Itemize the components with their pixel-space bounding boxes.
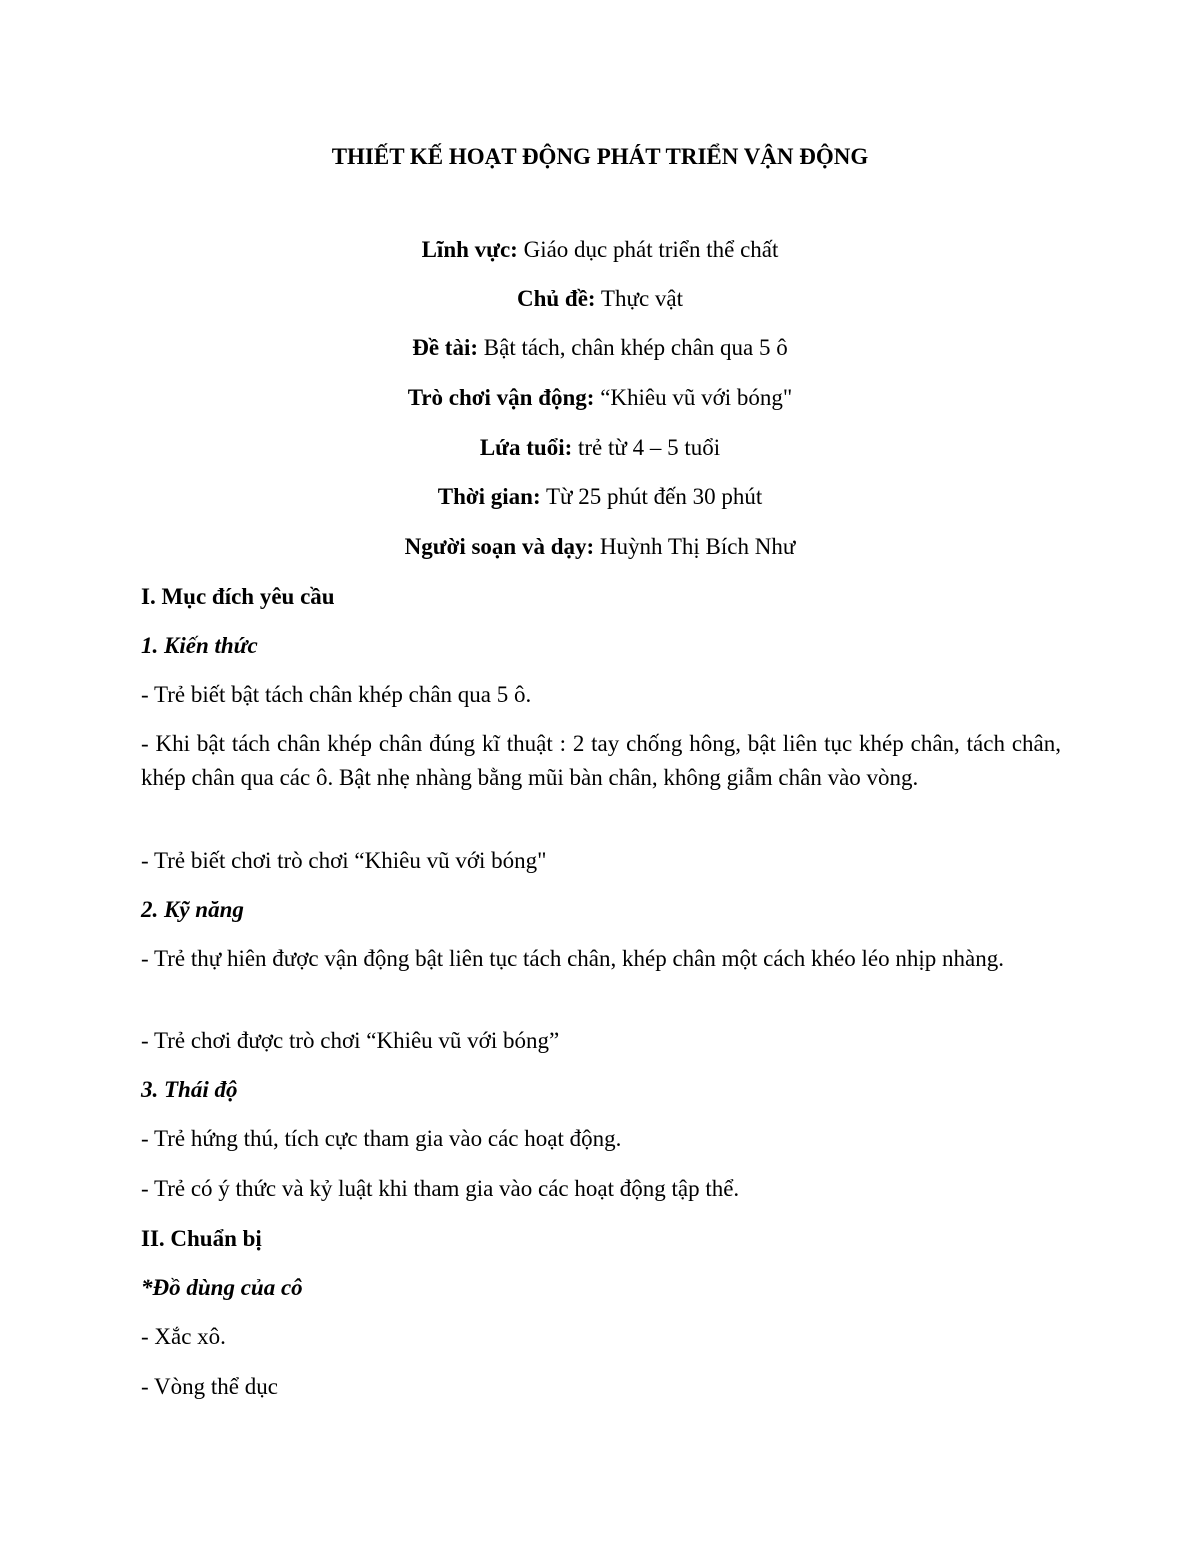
info-value: Giáo dục phát triển thể chất <box>517 237 779 262</box>
info-label: Lứa tuổi: <box>479 435 573 460</box>
info-label: Trò chơi vận động: <box>407 385 595 410</box>
list-item: - Khi bật tách chân khép chân đúng kĩ thuật : 2 tay chống hông, bật liên tục khép chân, tách chân, khép chân qua các ô. Bật nhẹ nhàng bằng mũi bàn chân, không giẫm chân vào vòng. <box>141 731 1061 790</box>
info-label: Lĩnh vực: <box>421 237 518 262</box>
info-field-age <box>0 431 1200 465</box>
section-heading-objectives: I. Mục đích yêu cầu <box>141 584 335 609</box>
list-item: - Trẻ chơi được trò chơi “Khiêu vũ với bóng” <box>141 1028 560 1053</box>
section-heading-preparation: II. Chuẩn bị <box>141 1226 262 1251</box>
list-item: - Trẻ có ý thức và kỷ luật khi tham gia vào các hoạt động tập thể. <box>141 1176 740 1201</box>
info-field-author <box>0 530 1200 564</box>
info-value: Thực vật <box>595 286 684 311</box>
list-item: - Trẻ thự hiên được vận động bật liên tục tách chân, khép chân một cách khéo léo nhịp nhàng. <box>141 946 1004 971</box>
subsection-heading-knowledge: 1. Kiến thức <box>141 633 258 658</box>
list-item: - Trẻ biết chơi trò chơi “Khiêu vũ với bóng" <box>141 848 547 873</box>
info-label: Người soạn và dạy: <box>404 534 595 559</box>
list-item: - Vòng thể dục <box>141 1374 278 1399</box>
list-item: - Trẻ biết bật tách chân khép chân qua 5 ô. <box>141 682 532 707</box>
info-value: Huỳnh Thị Bích Như <box>594 534 796 559</box>
info-value: “Khiêu vũ với bóng" <box>594 385 793 410</box>
list-item: - Trẻ hứng thú, tích cực tham gia vào các hoạt động. <box>141 1126 622 1151</box>
info-label: Thời gian: <box>437 484 541 509</box>
info-value: trẻ từ 4 – 5 tuổi <box>572 435 721 460</box>
document-title: THIẾT KẾ HOẠT ĐỘNG PHÁT TRIỂN VẬN ĐỘNG <box>331 144 869 169</box>
info-field-subject <box>0 233 1200 267</box>
info-field-topic <box>0 331 1200 365</box>
info-field-duration <box>0 480 1200 514</box>
subsection-heading-teacher-materials: *Đồ dùng của cô <box>141 1275 303 1300</box>
info-value: Bật tách, chân khép chân qua 5 ô <box>478 335 788 360</box>
info-value: Từ 25 phút đến 30 phút <box>540 484 763 509</box>
info-field-game <box>0 381 1200 415</box>
list-item: - Xắc xô. <box>141 1324 226 1349</box>
subsection-heading-skills: 2. Kỹ năng <box>141 897 244 922</box>
subsection-heading-attitude: 3. Thái độ <box>141 1077 238 1102</box>
info-field-theme <box>0 282 1200 316</box>
info-label: Đề tài: <box>412 335 479 360</box>
info-label: Chủ đề: <box>516 286 596 311</box>
